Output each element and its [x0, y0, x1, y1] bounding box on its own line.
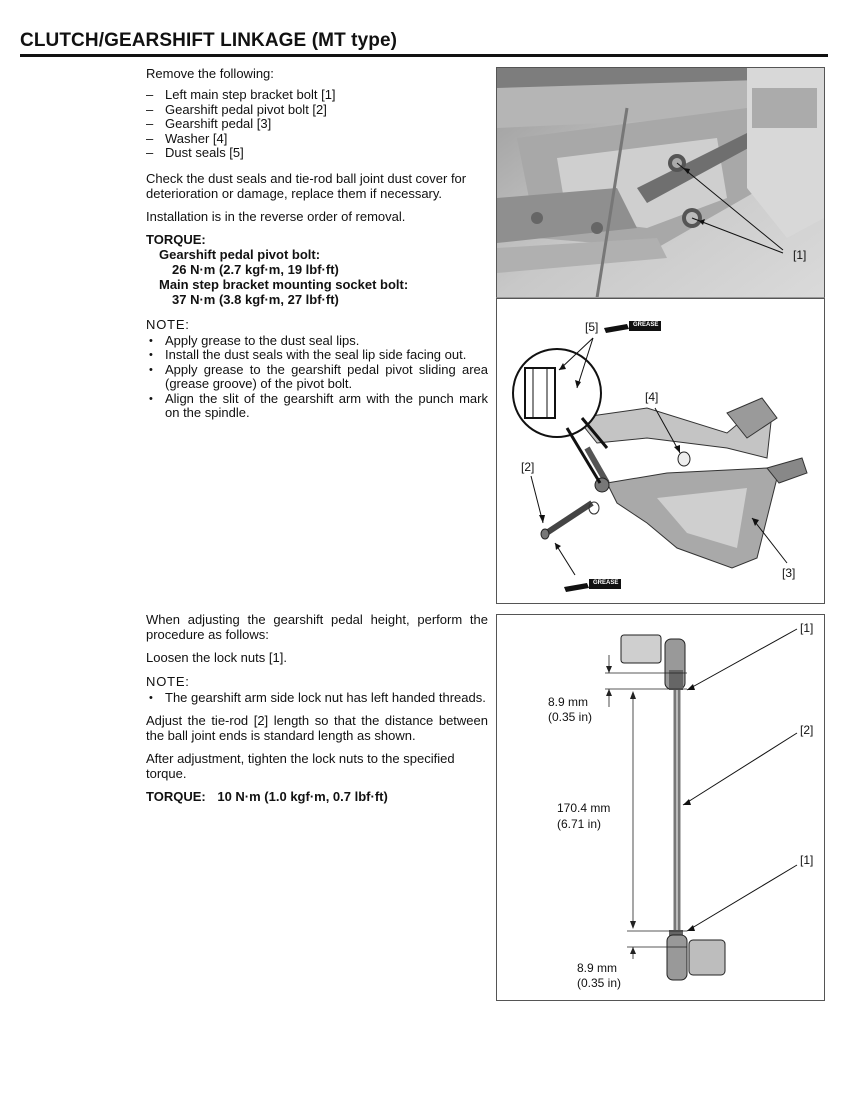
- note-list: [146, 334, 488, 421]
- note-item: • Apply grease to the dust seal lips.: [146, 334, 488, 349]
- tie-rod-drawing: [497, 615, 824, 1000]
- note-heading: NOTE:: [146, 674, 190, 689]
- callout-1-bottom: [1]: [800, 853, 814, 867]
- list-item: – Dust seals [5]: [146, 146, 488, 161]
- list-item: – Gearshift pedal pivot bolt [2]: [146, 103, 488, 118]
- dim-bot-mm: 8.9 mm: [577, 961, 618, 975]
- callout-5: [5]: [585, 320, 599, 334]
- note-item: • Apply grease to the gearshift pedal pivot sliding area (grease groove) of the pivot bolt.: [146, 363, 488, 392]
- after-paragraph: After adjustment, tighten the lock nuts to the specified torque.: [146, 750, 455, 781]
- dim-bot-in: (0.35 in): [577, 976, 622, 990]
- torque-label: TORQUE:: [146, 788, 206, 804]
- torque-value: 10 N·m (1.0 kgf·m, 0.7 lbf·ft): [217, 788, 388, 804]
- callout-1: [1]: [793, 248, 807, 262]
- page-title: CLUTCH/GEARSHIFT LINKAGE (MT type): [20, 30, 398, 51]
- torque-item-name: Gearshift pedal pivot bolt:: [159, 246, 321, 262]
- callout-4: [4]: [645, 390, 659, 404]
- check-paragraph: Check the dust seals and tie-rod ball joint dust cover for deterioration or damage, replace them if necessary.: [146, 170, 467, 201]
- callout-2: [2]: [521, 460, 535, 474]
- dim-top-mm: 8.9 mm: [548, 695, 589, 709]
- callout-1-top: [1]: [800, 621, 814, 635]
- callout-3: [3]: [782, 566, 796, 580]
- figure-step-bracket: [496, 67, 825, 299]
- section-removal: [146, 66, 488, 421]
- adjust-intro: When adjusting the gearshift pedal height, perform the procedure as follows:: [146, 612, 488, 642]
- note-heading: NOTE:: [146, 316, 190, 332]
- torque-item-name: Main step bracket mounting socket bolt:: [159, 276, 409, 292]
- torque-item-value: 26 N·m (2.7 kgf·m, 19 lbf·ft): [172, 261, 339, 277]
- title-rule: [20, 54, 828, 57]
- callout-2: [2]: [800, 723, 814, 737]
- note-item: • The gearshift arm side lock nut has left handed threads.: [146, 691, 488, 706]
- figure-tie-rod: [496, 614, 825, 1001]
- note-item: • Align the slit of the gearshift arm with the punch mark on the spindle.: [146, 392, 488, 421]
- removal-intro: Remove the following:: [146, 66, 274, 81]
- torque-heading: TORQUE:: [146, 231, 206, 247]
- dim-mid-in: (6.71 in): [557, 817, 602, 831]
- section-adjustment: [146, 612, 488, 804]
- grease-label: GREASE: [593, 580, 619, 586]
- loosen-paragraph: Loosen the lock nuts [1].: [146, 650, 287, 665]
- gearshift-pedal-drawing: [497, 298, 824, 603]
- note-item: • Install the dust seals with the seal lip side facing out.: [146, 348, 488, 363]
- grease-label: GREASE: [633, 322, 659, 328]
- torque-line: [146, 789, 488, 804]
- list-item: – Left main step bracket bolt [1]: [146, 88, 488, 103]
- torque-item-value: 37 N·m (3.8 kgf·m, 27 lbf·ft): [172, 291, 339, 307]
- install-paragraph: Installation is in the reverse order of removal.: [146, 208, 406, 224]
- list-item: – Washer [4]: [146, 132, 488, 147]
- note-list: [146, 691, 488, 706]
- adjust-paragraph: Adjust the tie-rod [2] length so that the distance between the ball joint ends is standard length as shown.: [146, 712, 488, 743]
- removal-list: [146, 88, 488, 161]
- step-bracket-photo: [497, 68, 824, 298]
- list-item: – Gearshift pedal [3]: [146, 117, 488, 132]
- dim-mid-mm: 170.4 mm: [557, 801, 611, 815]
- figure-gearshift-pedal: [496, 297, 825, 604]
- dim-top-in: (0.35 in): [548, 710, 593, 724]
